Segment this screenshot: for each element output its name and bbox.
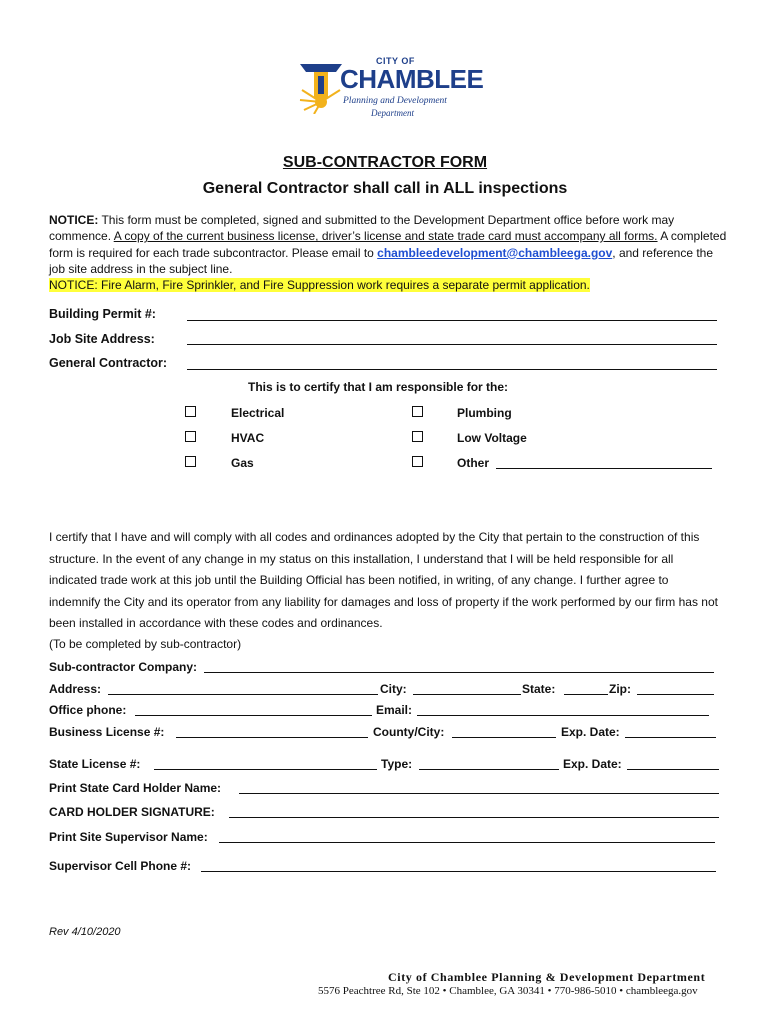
city-logo xyxy=(296,54,484,124)
general-contractor-field[interactable] xyxy=(187,369,717,370)
building-permit-field[interactable] xyxy=(187,320,717,321)
state-label: State: xyxy=(522,682,556,696)
form-subtitle: General Contractor shall call in ALL inspections xyxy=(202,180,568,197)
low-voltage-checkbox[interactable] xyxy=(412,431,423,442)
site-supervisor-label: Print Site Supervisor Name: xyxy=(49,830,208,844)
supervisor-phone-label: Supervisor Cell Phone #: xyxy=(49,859,192,873)
supervisor-phone-field[interactable] xyxy=(201,871,716,872)
general-contractor-label: General Contractor: xyxy=(49,356,168,370)
notice-underlined: A copy of the current business license, driver’s license and state trade card must accompany all forms. xyxy=(113,229,658,244)
other-field[interactable] xyxy=(496,468,712,469)
card-holder-name-field[interactable] xyxy=(239,793,719,794)
notice-text2: A completed form is required for each trade subcontractor. Please email to xyxy=(49,229,727,260)
email-label: Email: xyxy=(376,703,413,717)
business-license-field[interactable] xyxy=(176,737,368,738)
card-holder-name-label: Print State Card Holder Name: xyxy=(49,781,222,795)
electrical-label: Electrical xyxy=(231,406,285,420)
county-city-label: County/City: xyxy=(373,725,445,739)
hvac-label: HVAC xyxy=(231,431,265,445)
logo-department-line1: Planning and Development xyxy=(343,96,447,106)
job-site-label: Job Site Address: xyxy=(49,332,155,346)
office-phone-field[interactable] xyxy=(135,715,372,716)
state-license-field[interactable] xyxy=(154,769,377,770)
address-label: Address: xyxy=(49,682,102,696)
footer-department: City of Chamblee Planning & Development Department xyxy=(388,970,706,984)
company-field[interactable] xyxy=(204,672,714,673)
state-license-label: State License #: xyxy=(49,757,141,771)
building-permit-label: Building Permit #: xyxy=(49,307,156,321)
other-checkbox[interactable] xyxy=(412,456,423,467)
hvac-checkbox[interactable] xyxy=(185,431,196,442)
sunburst-tower-icon xyxy=(296,58,346,114)
form-title: SUB-CONTRACTOR FORM xyxy=(282,154,488,171)
exp-date2-label: Exp. Date: xyxy=(563,757,622,771)
logo-department-line2: Department xyxy=(371,108,414,118)
notice-paragraph xyxy=(49,212,729,293)
other-label: Other xyxy=(457,456,490,470)
city-field[interactable] xyxy=(413,694,521,695)
job-site-field[interactable] xyxy=(187,344,717,345)
to-be-completed-note: (To be completed by sub-contractor) xyxy=(49,637,242,651)
state-field[interactable] xyxy=(564,694,608,695)
footer-address: 5576 Peachtree Rd, Ste 102 • Chamblee, GA 30341 • 770-986-5010 • chambleega.gov xyxy=(318,985,698,997)
zip-label: Zip: xyxy=(609,682,631,696)
card-holder-signature-field[interactable] xyxy=(229,817,719,818)
plumbing-checkbox[interactable] xyxy=(412,406,423,417)
exp-date2-field[interactable] xyxy=(627,769,719,770)
logo-city-name: CHAMBLEE xyxy=(340,64,484,94)
email-field[interactable] xyxy=(417,715,709,716)
company-label: Sub-contractor Company: xyxy=(49,660,198,674)
city-label: City: xyxy=(380,682,407,696)
site-supervisor-field[interactable] xyxy=(219,842,715,843)
low-voltage-label: Low Voltage xyxy=(457,431,527,445)
plumbing-label: Plumbing xyxy=(457,406,512,420)
business-license-label: Business License #: xyxy=(49,725,165,739)
type-field[interactable] xyxy=(419,769,559,770)
zip-field[interactable] xyxy=(637,694,714,695)
notice-label: NOTICE: xyxy=(49,213,99,227)
certify-heading: This is to certify that I am responsible for the: xyxy=(248,380,509,394)
address-field[interactable] xyxy=(108,694,378,695)
notice-highlight: NOTICE: Fire Alarm, Fire Sprinkler, and Fire Suppression work requires a separate permit application. xyxy=(49,278,590,293)
county-city-field[interactable] xyxy=(452,737,556,738)
office-phone-label: Office phone: xyxy=(49,703,127,717)
email-link[interactable]: chambleedevelopment@chambleega.gov xyxy=(377,245,613,260)
gas-checkbox[interactable] xyxy=(185,456,196,467)
notice-text1: This form must be completed, signed and submitted to the Development Department office before work may commence. xyxy=(49,213,675,244)
certification-paragraph: I certify that I have and will comply with all codes and ordinances adopted by the City that pertain to the construction of this structure. In the event of any change in my status on this installation, I understand that I will be held responsible for all indicated trade work at this job until the Building Official has been notified, in writing, of any change. I further agree to indemnify the City and its operator from any liability for damages and loss of property if the work performed by our firm has not been installed in accordance with these codes and ordinances. xyxy=(49,530,718,631)
exp-date-field[interactable] xyxy=(625,737,716,738)
exp-date-label: Exp. Date: xyxy=(561,725,620,739)
electrical-checkbox[interactable] xyxy=(185,406,196,417)
logo-city-of: CITY OF xyxy=(376,56,415,66)
notice-text3: , and reference the job site address in the subject line. xyxy=(49,245,714,276)
type-label: Type: xyxy=(381,757,413,771)
card-holder-signature-label: CARD HOLDER SIGNATURE: xyxy=(49,805,215,819)
gas-label: Gas xyxy=(231,456,254,470)
revision-date: Rev 4/10/2020 xyxy=(49,926,121,938)
